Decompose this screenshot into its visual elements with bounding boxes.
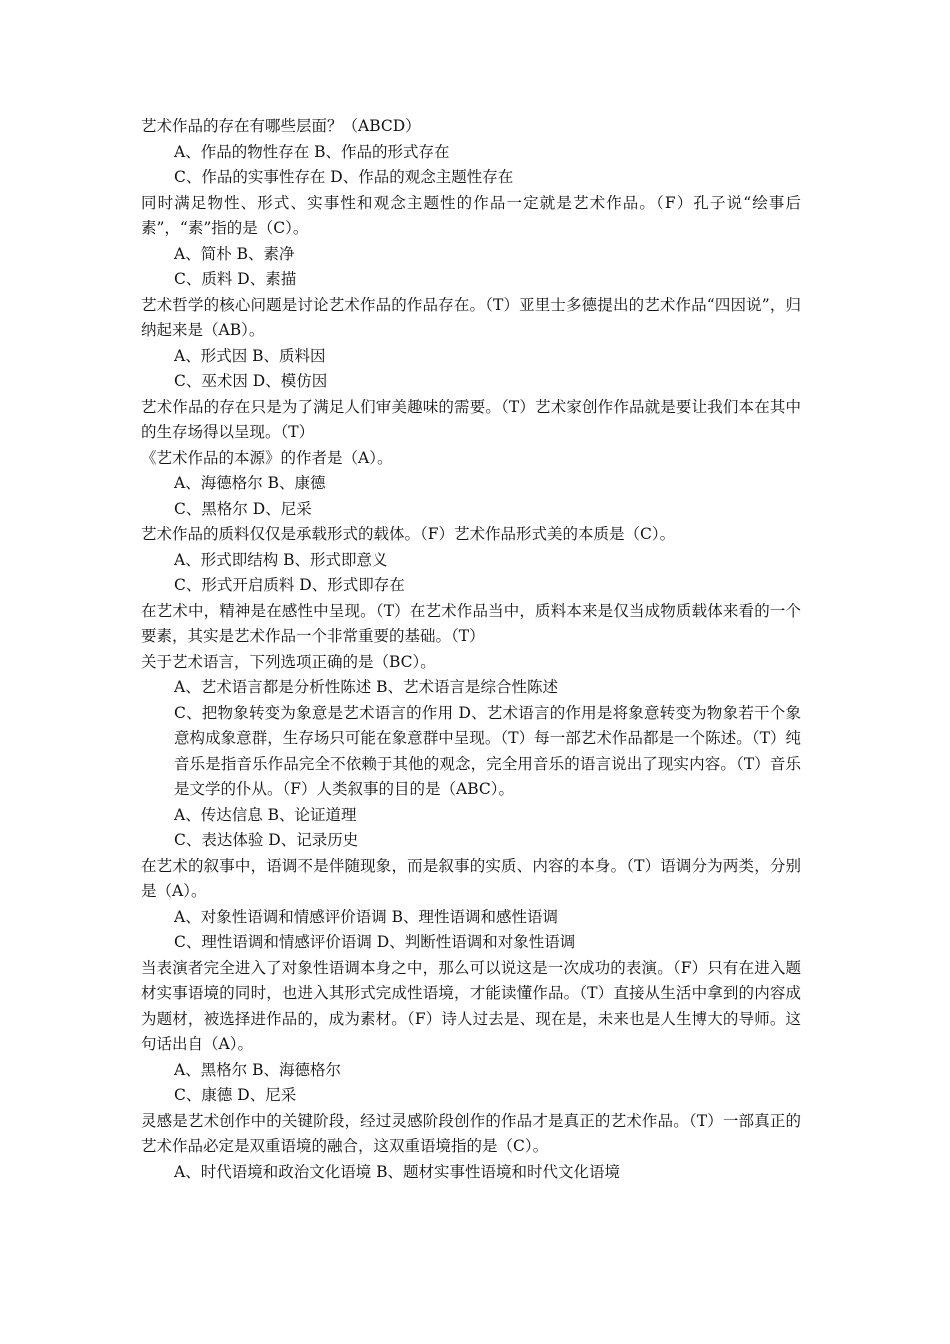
answer-options: A、时代语境和政治文化语境 B、题材实事性语境和时代文化语境 [174, 1162, 621, 1181]
question-paragraph: 在艺术的叙事中，语调不是伴随现象，而是叙事的实质、内容的本身。（T）语调分为两类，分别是（A）。 [141, 856, 801, 900]
question-paragraph: 艺术作品的存在有哪些层面？（ABCD） [141, 117, 421, 135]
answer-options: A、作品的物性存在 B、作品的形式存在 [174, 142, 450, 161]
answer-options: C、黑格尔 D、尼采 [174, 499, 312, 518]
question-paragraph: 同时满足物性、形式、实事性和观念主题性的作品一定就是艺术作品。（F）孔子说“绘事后素”，“素”指的是（C）。 [141, 193, 801, 237]
question-paragraph: 关于艺术语言，下列选项正确的是（BC）。 [141, 652, 436, 671]
question-paragraph: 《艺术作品的本源》的作者是（A）。 [141, 448, 393, 467]
answer-options: A、简朴 B、素净 [174, 244, 295, 263]
question-paragraph: 艺术作品的存在只是为了满足人们审美趣味的需要。（T）艺术家创作作品就是要让我们本在其中的生存场得以呈现。（T） [141, 397, 801, 441]
answer-options: A、黑格尔 B、海德格尔 [174, 1060, 342, 1079]
question-paragraph: C、把物象转变为象意是艺术语言的作用 D、艺术语言的作用是将象意转变为物象若干个象意构成象意群，生存场只可能在象意群中呈现。（T）每一部艺术作品都是一个陈述。（T）纯音乐是指音乐作品完全不依赖于其他的观念，完全用音乐的语言说出了现实内容。（T）音乐是文学的仆从。（F）人类叙事的目的是（ABC）。 [174, 703, 801, 798]
document-body [141, 114, 801, 1185]
answer-options: C、巫术因 D、模仿因 [174, 372, 328, 390]
answer-options: A、形式因 B、质料因 [174, 346, 326, 365]
answer-options: C、质料 D、素描 [174, 270, 297, 288]
answer-options: C、理性语调和情感评价语调 D、判断性语调和对象性语调 [174, 933, 576, 951]
answer-options: C、表达体验 D、记录历史 [174, 831, 359, 849]
question-paragraph: 灵感是艺术创作中的关键阶段，经过灵感阶段创作的作品才是真正的艺术作品。（T）一部真正的艺术作品必定是双重语境的融合，这双重语境指的是（C）。 [141, 1111, 801, 1155]
question-paragraph: 艺术作品的质料仅仅是承载形式的载体。（F）艺术作品形式美的本质是（C）。 [141, 525, 676, 543]
answer-options: A、艺术语言都是分析性陈述 B、艺术语言是综合性陈述 [174, 678, 559, 696]
question-paragraph: 当表演者完全进入了对象性语调本身之中，那么可以说这是一次成功的表演。（F）只有在进入题材实事语境的同时，也进入其形式完成性语境，才能读懂作品。（T）直接从生活中拿到的内容成为题材，被选择进作品的，成为素材。（F）诗人过去是、现在是，未来也是人生博大的导师。这句话出自（A）。 [141, 958, 801, 1053]
answer-options: A、海德格尔 B、康德 [174, 474, 326, 492]
answer-options: A、对象性语调和情感评价语调 B、理性语调和感性语调 [174, 907, 559, 926]
answer-options: A、形式即结构 B、形式即意义 [174, 550, 388, 569]
answer-options: C、康德 D、尼采 [174, 1086, 297, 1104]
question-paragraph: 艺术哲学的核心问题是讨论艺术作品的作品存在。（T）亚里士多德提出的艺术作品“四因说”，归纳起来是（AB）。 [141, 295, 801, 339]
answer-options: C、形式开启质料 D、形式即存在 [174, 576, 405, 594]
answer-options: A、传达信息 B、论证道理 [174, 805, 357, 824]
question-paragraph: 在艺术中，精神是在感性中呈现。（T）在艺术作品当中，质料本来是仅当成物质载体来看的一个要素，其实是艺术作品一个非常重要的基础。（T） [141, 601, 801, 645]
answer-options: C、作品的实事性存在 D、作品的观念主题性存在 [174, 168, 514, 186]
